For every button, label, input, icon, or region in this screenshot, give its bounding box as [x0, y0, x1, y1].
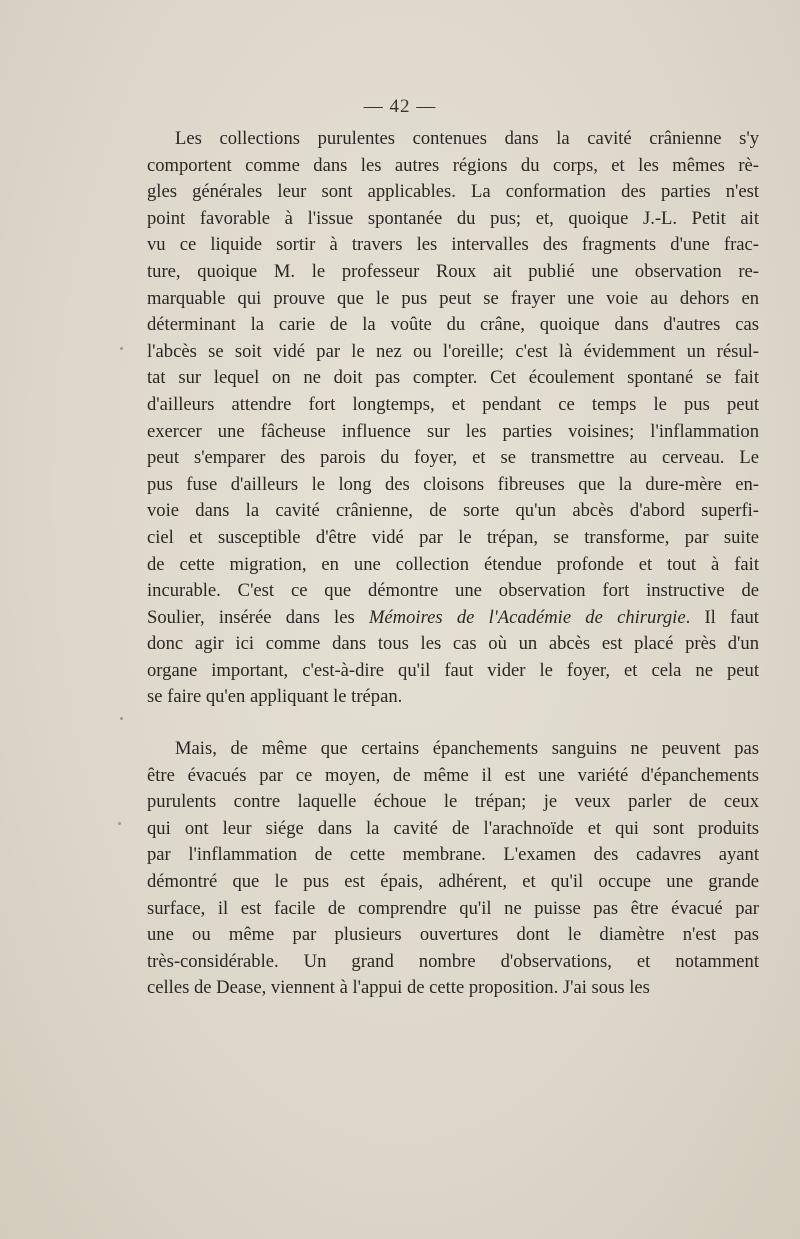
- paragraph-1: [147, 126, 759, 711]
- paragraph-2: [147, 736, 759, 1002]
- text-line: Les collections purulentes contenues dans la cavité crânienne s'y: [175, 128, 759, 149]
- text-line: purulents contre laquelle échoue le trépan; je veux parler de ceux: [147, 791, 759, 813]
- text-line: exercer une fâcheuse influence sur les parties voisines; l'inflammation: [147, 420, 759, 442]
- text-line: incurable. C'est ce que démontre une observation fort instructive de: [147, 580, 759, 602]
- text-line: marquable qui prouve que le pus peut se frayer une voie au dehors en: [147, 287, 759, 309]
- italic-title: Mémoires de l'Académie de chirurgie: [368, 606, 686, 628]
- text-line: par l'inflammation de cette membrane. L'examen des cadavres ayant: [147, 844, 759, 866]
- text-line: ture, quoique M. le professeur Roux ait publié une observation re-: [147, 260, 759, 282]
- text-line: une ou même par plusieurs ouvertures dont le diamètre n'est pas: [147, 924, 759, 946]
- text-line: voie dans la cavité crânienne, de sorte qu'un abcès d'abord superfi-: [147, 500, 759, 522]
- text-line: point favorable à l'issue spontanée du pus; et, quoique J.-L. Petit ait: [147, 207, 759, 229]
- page-number: — 42 —: [363, 96, 437, 117]
- text-line: peut s'emparer des parois du foyer, et se transmettre au cerveau. Le: [147, 447, 759, 469]
- text-line: surface, il est facile de comprendre qu'il ne puisse pas être évacué par: [147, 897, 759, 919]
- text-line: organe important, c'est-à-dire qu'il faut vider le foyer, et cela ne peut: [147, 659, 759, 681]
- text-line: Mais, de même que certains épanchements sanguins ne peuvent pas: [175, 738, 759, 760]
- paper-speck: [118, 822, 121, 825]
- text-line: très-considérable. Un grand nombre d'observations, et notamment: [147, 950, 759, 972]
- paper-speck: [120, 347, 123, 350]
- text-line: d'ailleurs attendre fort longtemps, et pendant ce temps le pus peut: [147, 393, 759, 415]
- text-line: Soulier, insérée dans les Mémoires de l'Académie de chirurgie. Il faut: [147, 606, 759, 628]
- text-line: qui ont leur siége dans la cavité de l'arachnoïde et qui sont produits: [147, 817, 759, 839]
- text-line: pus fuse d'ailleurs le long des cloisons fibreuses que la dure-mère en-: [147, 473, 759, 495]
- text-line: démontré que le pus est épais, adhérent, et qu'il occupe une grande: [147, 871, 759, 893]
- text-line: de cette migration, en une collection étendue profonde et tout à fait: [147, 553, 759, 575]
- text-line: vu ce liquide sortir à travers les intervalles des fragments d'une frac-: [147, 234, 759, 256]
- text-line: se faire qu'en appliquant le trépan.: [147, 686, 403, 708]
- text-line: tat sur lequel on ne doit pas compter. Cet écoulement spontané se fait: [147, 367, 759, 389]
- text-line: celles de Dease, viennent à l'appui de cette proposition. J'ai sous les: [147, 977, 650, 999]
- text-line: déterminant la carie de la voûte du crâne, quoique dans d'autres cas: [147, 314, 759, 336]
- text-line: l'abcès se soit vidé par le nez ou l'oreille; c'est là évidemment un résul-: [147, 340, 759, 362]
- body-text: [147, 126, 759, 1002]
- text-line: être évacués par ce moyen, de même il est une variété d'épanchements: [147, 764, 759, 786]
- text-line: gles générales leur sont applicables. La conformation des parties n'est: [147, 181, 759, 203]
- text-line: comportent comme dans les autres régions du corps, et les mêmes rè-: [147, 154, 759, 176]
- text-line: donc agir ici comme dans tous les cas où un abcès est placé près d'un: [147, 633, 759, 655]
- text-line: ciel et susceptible d'être vidé par le trépan, se transforme, par suite: [147, 526, 759, 548]
- paper-speck: [120, 717, 123, 720]
